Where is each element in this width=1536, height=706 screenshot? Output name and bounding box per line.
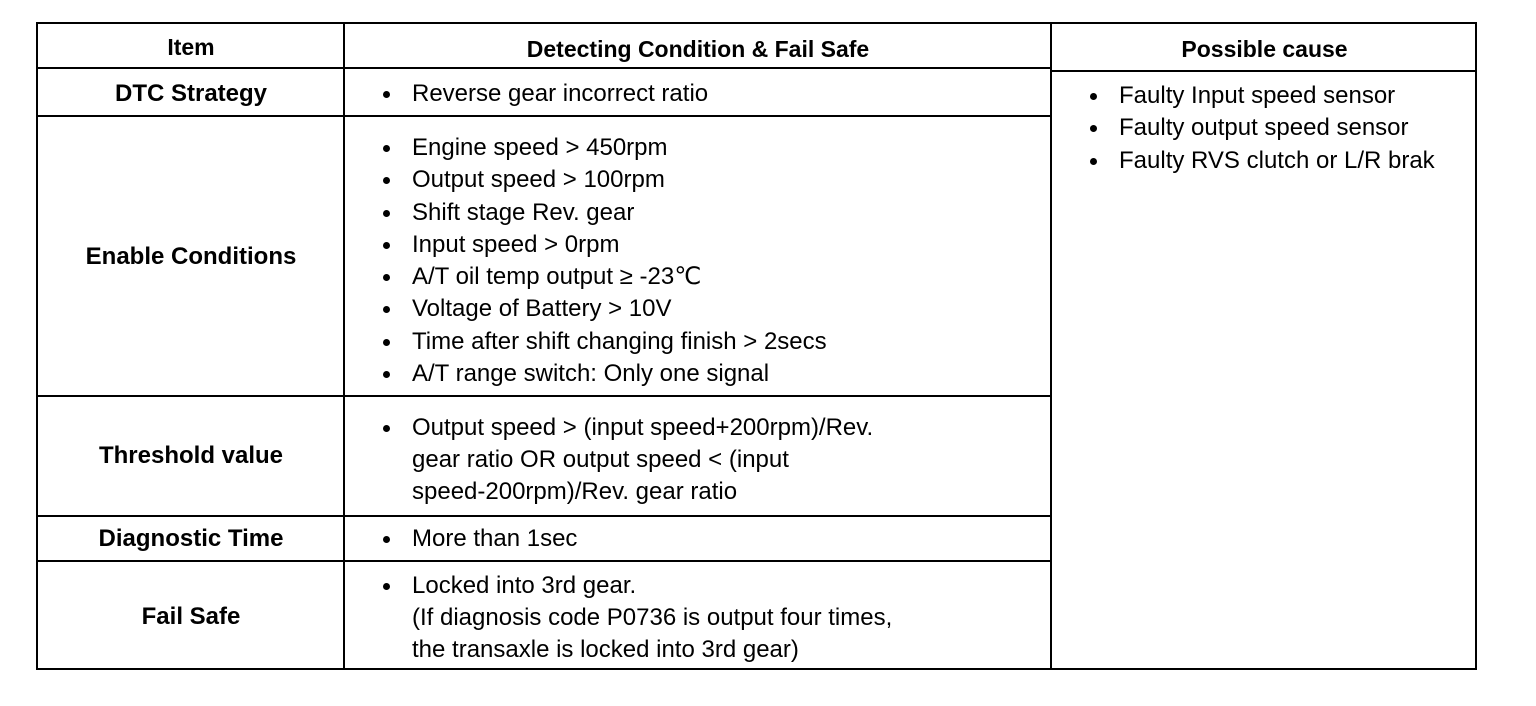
label-enable-conditions: Enable Conditions <box>85 243 297 270</box>
col-divider-2 <box>1050 24 1052 668</box>
row-divider-header-cause <box>1050 70 1477 72</box>
failsafe-continuation <box>374 602 892 667</box>
text-line: (If diagnosis code P0736 is output four times, <box>412 604 893 631</box>
possible-cause-list <box>1081 80 1435 177</box>
label-dtc-strategy: DTC Strategy <box>114 80 268 107</box>
dtc-list <box>374 78 708 110</box>
list-item: Output speed > 100rpm <box>374 164 827 196</box>
threshold-list <box>374 412 873 444</box>
list-item: Faulty RVS clutch or L/R brak <box>1081 145 1435 177</box>
text-line: the transaxle is locked into 3rd gear) <box>412 636 799 664</box>
list-item: Faulty output speed sensor <box>1081 112 1435 144</box>
row-divider-dtc <box>38 115 1050 117</box>
row-divider-diagnostic <box>38 560 1050 562</box>
list-item: Reverse gear incorrect ratio <box>374 78 708 110</box>
col-divider-1 <box>343 24 345 668</box>
list-item: More than 1sec <box>374 523 577 555</box>
header-item: Item <box>167 34 215 60</box>
text-line: gear ratio OR output speed < (input <box>412 446 789 473</box>
list-item: Input speed > 0rpm <box>374 229 827 261</box>
row-divider-threshold <box>38 515 1050 517</box>
label-fail-safe: Fail Safe <box>141 603 241 630</box>
row-divider-enable <box>38 395 1050 397</box>
failsafe-list <box>374 570 636 602</box>
list-item: Faulty Input speed sensor <box>1081 80 1435 112</box>
label-diagnostic-time: Diagnostic Time <box>98 525 284 552</box>
list-item: Engine speed > 450rpm <box>374 132 827 164</box>
list-item: A/T range switch: Only one signal <box>374 358 827 390</box>
threshold-continuation <box>374 444 789 509</box>
enable-conditions-list <box>374 132 827 390</box>
row-divider-header <box>38 67 1050 69</box>
list-item: Locked into 3rd gear. <box>374 570 636 602</box>
label-threshold-value: Threshold value <box>98 442 284 469</box>
list-item: Shift stage Rev. gear <box>374 197 827 229</box>
diagnostic-list <box>374 523 577 555</box>
header-cause: Possible cause <box>1181 36 1348 62</box>
dtc-table <box>36 22 1477 670</box>
text-line: speed-200rpm)/Rev. gear ratio <box>412 478 738 506</box>
header-detecting: Detecting Condition & Fail Safe <box>526 36 870 62</box>
list-item: Voltage of Battery > 10V <box>374 293 827 325</box>
list-item: Output speed > (input speed+200rpm)/Rev. <box>374 412 873 444</box>
list-item: A/T oil temp output ≥ -23℃ <box>374 261 827 293</box>
list-item: Time after shift changing finish > 2secs <box>374 326 827 358</box>
